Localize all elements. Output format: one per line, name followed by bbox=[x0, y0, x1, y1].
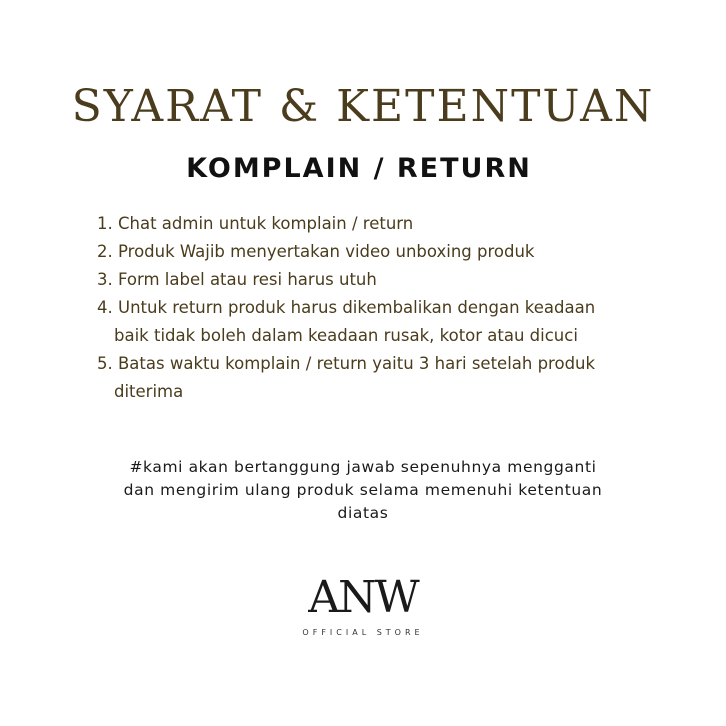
list-item bbox=[97, 210, 657, 238]
section-subtitle: KOMPLAIN / RETURN bbox=[186, 153, 532, 184]
brand-tagline: OFFICIAL STORE bbox=[302, 628, 424, 637]
list-item bbox=[97, 238, 657, 266]
list-item-line: 4. Untuk return produk harus dikembalikan dengan keadaan bbox=[97, 298, 596, 317]
page-title: SYARAT & KETENTUAN bbox=[71, 81, 655, 132]
list-item bbox=[97, 294, 657, 350]
guarantee-note bbox=[40, 456, 686, 525]
list-item bbox=[97, 350, 657, 406]
note-line: diatas bbox=[337, 504, 389, 522]
list-item bbox=[97, 266, 657, 294]
brand-logo bbox=[0, 572, 726, 640]
list-item-line: 1. Chat admin untuk komplain / return bbox=[97, 214, 414, 233]
note-line: #kami akan bertanggung jawab sepenuhnya mengganti bbox=[129, 458, 597, 476]
list-item-line: 2. Produk Wajib menyertakan video unboxing produk bbox=[97, 242, 535, 261]
list-item-line: baik tidak boleh dalam keadaan rusak, kotor atau dicuci bbox=[114, 326, 578, 345]
list-item-line: diterima bbox=[114, 382, 184, 401]
terms-list bbox=[97, 210, 657, 406]
list-item-line: 5. Batas waktu komplain / return yaitu 3 hari setelah produk bbox=[97, 354, 596, 373]
brand-logo-mark: ANW bbox=[308, 572, 418, 623]
list-item-line: 3. Form label atau resi harus utuh bbox=[97, 270, 377, 289]
note-line: dan mengirim ulang produk selama memenuhi ketentuan bbox=[123, 481, 603, 499]
